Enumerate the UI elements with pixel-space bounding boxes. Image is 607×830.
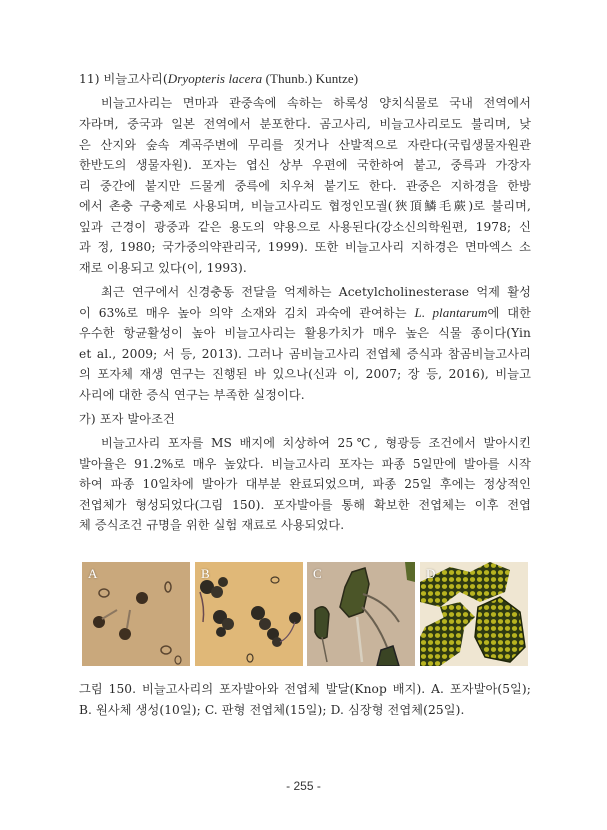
species-name: L. plantarum — [414, 304, 488, 320]
paragraph-line: 에서 촌충 구충제로 사용되며, 비늘고사리도 협정인모궐(狹頂鱗毛蕨)로 불리며, — [79, 199, 531, 213]
prothallus-heart-illustration — [420, 562, 528, 666]
paragraph-line: 우수한 항균활성이 높아 비늘고사리는 활용가치가 매우 높은 식물 종이다(Yin — [79, 326, 531, 340]
protonema-illustration — [195, 562, 303, 666]
page-number: - 255 - — [286, 779, 321, 793]
paragraph-line: 한반도의 생물자원). 포자는 엽신 상부 우편에 국한하여 붙고, 중륵과 가장자 — [79, 158, 531, 172]
panel-label: B — [201, 566, 210, 581]
figure-150 — [82, 562, 528, 666]
panel-label: A — [88, 566, 98, 581]
paragraph-line: 리 중간에 붙지만 드물게 중륵에 치우쳐 붙기도 한다. 관중은 지하경을 한방 — [79, 178, 531, 193]
heading-author: (Thunb.) Kuntze) — [262, 71, 359, 86]
paragraph-line: 재로 이용되고 있다(이, 1993). — [79, 260, 247, 275]
text-span: 이 63%로 매우 높아 의약 소재와 김치 과숙에 관여하는 — [79, 305, 415, 320]
paragraph-line: 발아율은 91.2%로 매우 높았다. 비늘고사리 포자는 파종 5일만에 발아를 시작 — [79, 456, 531, 471]
subsection-heading: 가) 포자 발아조건 — [79, 412, 175, 426]
paragraph-line: 하여 파종 10일차에 발아가 대부분 완료되었으며, 파종 25일 후에는 정상적인 — [79, 477, 531, 491]
heading-text: 11) 비늘고사리( — [79, 72, 168, 86]
paragraph-line: 자라며, 중국과 일본 전역에서 분포한다. 곰고사리, 비늘고사리로도 불리며, 낮 — [79, 117, 531, 131]
spores-illustration — [82, 562, 190, 666]
paragraph-line: 체 증식조건 규명을 위한 실험 재료로 사용되었다. — [79, 518, 345, 532]
paragraph-line: et al., 2009; 서 등, 2013). 그러나 곰비늘고사리 전엽체 증식과 참곰비늘고사리 — [79, 346, 531, 361]
caption-line: B. 원사체 생성(10일); C. 판형 전엽체(15일); D. 심장형 전엽체(25일). — [79, 703, 465, 717]
panel-label: D — [426, 566, 436, 581]
paragraph-line: 과 정, 1980; 국가중의약관리국, 1999). 또한 비늘고사리 지하경은 면마엑스 소 — [79, 240, 531, 254]
prothallus-plate-illustration — [307, 562, 415, 666]
paragraph-line: 최근 연구에서 신경충동 전달을 억제하는 Acetylcholinesterase 억제 활성 — [101, 285, 531, 299]
paragraph-line: 잎과 근경이 광중과 같은 용도의 약용으로 사용된다(강소신의학원편, 1978; 신 — [79, 219, 531, 234]
paragraph-line: 비늘고사리 포자를 MS 배지에 치상하여 25℃, 형광등 조건에서 발아시킨 — [101, 436, 531, 450]
panel-label: C — [313, 566, 322, 581]
micrograph-b — [195, 562, 303, 666]
section-heading — [79, 69, 531, 89]
paragraph-line: 은 산지와 숲속 계곡주변에 무리를 짓거나 산발적으로 자란다(국립생물자원관 — [79, 137, 531, 152]
paragraph-line: 사리에 대한 증식 연구는 부족한 실정이다. — [79, 387, 305, 402]
micrograph-c — [307, 562, 415, 666]
paragraph-line: 전엽체가 형성되었다(그림 150). 포자발아를 통해 확보한 전엽체는 이후 전엽 — [79, 497, 531, 512]
micrograph-a — [82, 562, 190, 666]
paragraph-line — [79, 303, 531, 323]
species-name: Dryopteris lacera — [167, 71, 263, 86]
text-span: 에 대한 — [487, 305, 531, 320]
paragraph-line: 의 포자체 재생 연구는 진행된 바 있으나(신과 이, 2007; 장 등, 2016), 비늘고 — [79, 367, 531, 381]
micrograph-d — [420, 562, 528, 666]
paragraph-line: 비늘고사리는 면마과 관중속에 속하는 하록성 양치식물로 국내 전역에서 — [101, 96, 531, 110]
caption-line: 그림 150. 비늘고사리의 포자발아와 전엽체 발달(Knop 배지). A. 포자발아(5일); — [79, 682, 531, 696]
